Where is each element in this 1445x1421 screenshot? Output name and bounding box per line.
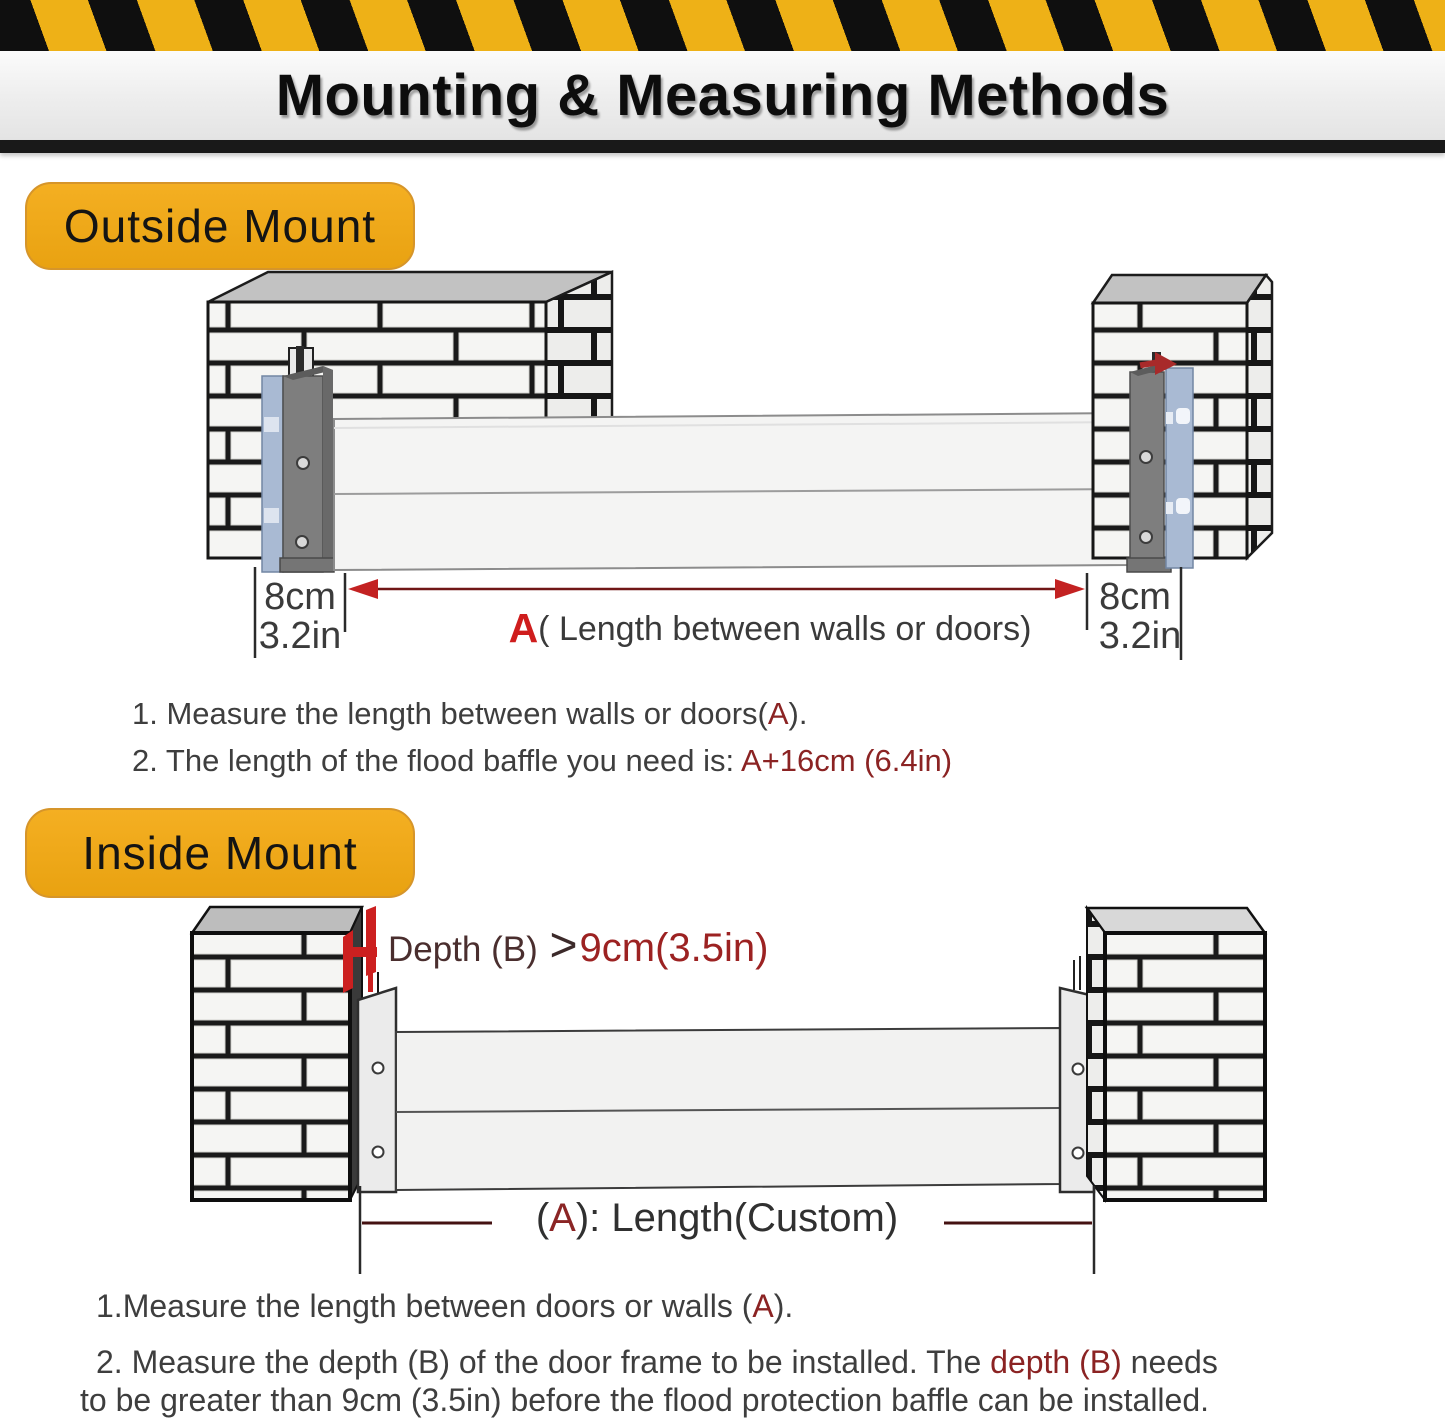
length-between-walls-label (440, 605, 1100, 651)
step-text: 2. Measure the depth (B) of the door frame to be installed. The (96, 1344, 991, 1380)
depth-label-text: Depth (B) (388, 930, 548, 969)
inside-flood-barrier (396, 1028, 1060, 1190)
inside-left-pillar (192, 907, 362, 1200)
step-highlight: A (767, 696, 789, 731)
step-text: 1.Measure the length between doors or walls ( (96, 1288, 753, 1324)
right-channel-rail (1166, 368, 1193, 568)
length-label-text: ( Length between walls or doors) (538, 610, 1032, 648)
screw-hole (297, 457, 309, 469)
step-text: to be greater than 9cm (3.5in) before the flood protection baffle can be installed. (80, 1382, 1210, 1418)
left-gap-cm-label: 8cm (264, 576, 336, 618)
outside-step-2 (132, 743, 952, 779)
step-highlight: depth (B) (990, 1344, 1122, 1380)
left-channel-rail (262, 376, 283, 572)
length-custom-label (517, 1196, 917, 1241)
inside-step-1 (96, 1288, 793, 1325)
right-gap-cm-label: 8cm (1099, 576, 1171, 618)
step-text: needs (1121, 1344, 1218, 1380)
rail-slot-window (1176, 408, 1190, 424)
step-text: 2. The length of the flood baffle you need is: (132, 743, 741, 778)
rail-slot-window (1166, 412, 1173, 424)
step-text: 1. Measure the length between walls or doors( (132, 696, 768, 731)
screw-hole (296, 536, 308, 548)
inside-step-2-line-2 (80, 1382, 1209, 1419)
dimension-a-letter: A (508, 605, 539, 651)
rail-slot-window (264, 508, 279, 523)
rail-slot-window (1166, 502, 1173, 514)
screw-hole (1073, 1148, 1084, 1159)
step-text: ). (788, 696, 808, 731)
left-mounting-bracket (280, 366, 334, 572)
depth-value: 9cm(3.5in) (579, 926, 769, 970)
screw-hole (373, 1147, 384, 1158)
inside-right-pillar (1087, 908, 1265, 1200)
arrow-head-left-icon (348, 579, 378, 599)
length-text: ( (535, 1196, 550, 1240)
rail-slot-window (1176, 498, 1190, 514)
rail-slot-window (264, 417, 279, 432)
inside-step-2-line-1 (96, 1344, 1218, 1381)
depth-b-label (388, 918, 768, 973)
dimension-a-letter: A (549, 1196, 576, 1240)
greater-than-sign: > (549, 919, 578, 972)
screw-hole (1073, 1064, 1084, 1075)
outside-step-1 (132, 696, 807, 732)
step-highlight: A+16cm (6.4in) (740, 743, 953, 778)
arrow-head-right-icon (1055, 579, 1085, 599)
length-text: ): Length(Custom) (575, 1196, 899, 1240)
step-text: ). (773, 1288, 794, 1324)
right-mounting-bracket (1127, 352, 1171, 572)
inside-mount-badge: Inside Mount (25, 808, 415, 898)
outside-mount-badge: Outside Mount (25, 182, 415, 270)
step-highlight: A (752, 1288, 774, 1324)
screw-hole (1140, 451, 1152, 463)
page-title: Mounting & Measuring Methods (275, 63, 1170, 128)
outside-flood-barrier (334, 413, 1130, 570)
screw-hole (1140, 531, 1152, 543)
right-gap-in-label: 3.2in (1098, 615, 1182, 657)
screw-hole (373, 1063, 384, 1074)
left-gap-in-label: 3.2in (258, 615, 342, 657)
inside-left-channel-bracket (358, 988, 396, 1192)
